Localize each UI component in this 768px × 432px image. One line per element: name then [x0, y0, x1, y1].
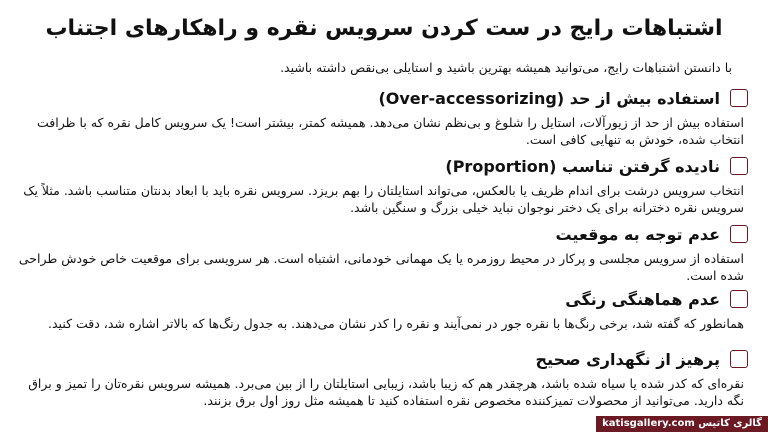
- section-body: استفاده از سرویس مجلسی و پرکار در محیط روزمره یا یک مهمانی خودمانی، اشتباه است. هر سرویسی برای موقعیت خاص خودش طراحی شده است.: [18, 251, 744, 283]
- section-body: انتخاب سرویس درشت برای اندام ظریف یا بالعکس، می‌تواند استایلتان را بهم بریزد. سرویس نقره باید با ابعاد بدنتان متناسب باشد. مثلاً یک سرویس نقره دخترانه برای یک دختر نوجوان نباید خیلی بزرگ و سنگین باشد.: [23, 183, 744, 215]
- footer-watermark: گالری کاتیس katisgallery.com: [596, 416, 768, 432]
- section-title: استفاده بیش از حد (Over-accessorizing): [378, 88, 720, 108]
- section-header: [14, 220, 748, 248]
- section-title: نادیده گرفتن تناسب (Proportion): [445, 156, 720, 176]
- section-proportion: [14, 152, 748, 216]
- page-title: اشتباهات رایج در ست کردن سرویس نقره و راهکارهای اجتناب: [45, 16, 723, 41]
- section-checkbox[interactable]: [730, 350, 748, 368]
- section-body: همانطور که گفته شد، برخی رنگ‌ها با نقره جور در نمی‌آیند و نقره را کدر نشان می‌دهند. به جدول رنگ‌ها که بالاتر اشاره شد، دقت کنید.: [48, 316, 744, 331]
- section-body: استفاده بیش از حد از زیورآلات، استایل را شلوغ و بی‌نظم نشان می‌دهد. همیشه کمتر، بیشتر است! یک سرویس کامل نقره که با ظرافت انتخاب شده، خودش به تنهایی کافی است.: [37, 115, 744, 147]
- section-body: نقره‌ای که کدر شده یا سیاه شده باشد، هرچقدر هم که زیبا باشد، زیبایی استایلتان را از بین می‌برد. همیشه سرویس نقره‌تان را تمیز و براق نگه دارید. می‌توانید از محصولات تمیزکننده مخصوص نقره استفاده کنید تا همیشه مثل روز اول برق بزنند.: [28, 376, 744, 408]
- section-occasion: [14, 220, 748, 284]
- section-header: [14, 285, 748, 313]
- section-title: پرهیز از نگهداری صحیح: [535, 349, 720, 369]
- section-title: عدم توجه به موقعیت: [555, 224, 720, 244]
- section-checkbox[interactable]: [730, 89, 748, 107]
- section-header: [14, 152, 748, 180]
- section-care: [14, 345, 748, 409]
- section-title: عدم هماهنگی رنگی: [565, 289, 720, 309]
- intro-text: با دانستن اشتباهات رایج، می‌توانید همیشه بهترین باشید و استایلی بی‌نقص داشته باشید.: [280, 60, 732, 75]
- section-header: [14, 345, 748, 373]
- section-header: [14, 84, 748, 112]
- section-checkbox[interactable]: [730, 157, 748, 175]
- section-checkbox[interactable]: [730, 290, 748, 308]
- section-checkbox[interactable]: [730, 225, 748, 243]
- section-over-accessorizing: [14, 84, 748, 148]
- section-color-harmony: [14, 285, 748, 332]
